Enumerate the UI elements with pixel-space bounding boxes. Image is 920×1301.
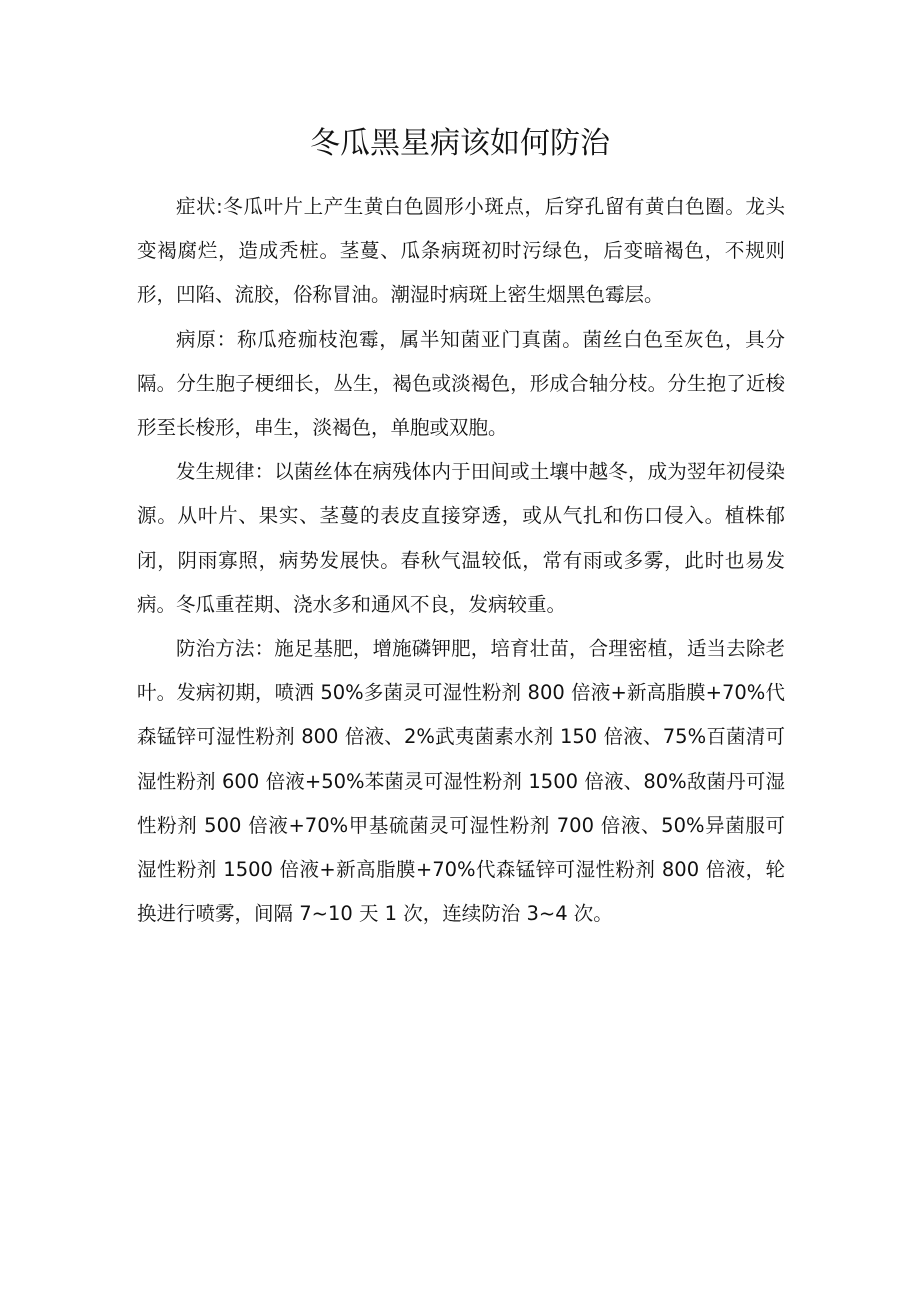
document-body — [137, 185, 785, 936]
paragraph-pathogen: 病原：称瓜疮痂枝泡霉，属半知菌亚门真菌。菌丝白色至灰色，具分隔。分生胞子梗细长，丛生，褐色或淡褐色，形成合轴分枝。分生抱了近梭形至长梭形，串生，淡褐色，单胞或双胞。 — [137, 327, 785, 440]
paragraph-control-methods: 防治方法：施足基肥，增施磷钾肥，培育壮苗，合理密植，适当去除老叶。发病初期，喷洒 50%多菌灵可湿性粉剂 800 倍液+新高脂膜+70%代森锰锌可湿性粉剂 800 倍液、2%武夷菌素水剂 150 倍液、75%百菌清可湿性粉剂 600 倍液+50%苯菌灵可湿性粉剂 1500 倍液、80%敌菌丹可湿性粉剂 500 倍液+70%甲基硫菌灵可湿性粉剂 700 倍液、50%异菌服可湿性粉剂 1500 倍液+新高脂膜+70%代森锰锌可湿性粉剂 800 倍液，轮换进行喷雾，间隔 7~10 天 1 次，连续防治 3~4 次。 — [137, 637, 785, 926]
document-title: 冬瓜黑星病该如何防治 — [310, 126, 610, 161]
paragraph-occurrence-pattern: 发生规律：以菌丝体在病残体内于田间或土壤中越冬，成为翌年初侵染源。从叶片、果实、茎蔓的表皮直接穿透，或从气扎和伤口侵入。植株郁闭，阴雨寡照，病势发展快。春秋气温较低，常有雨或多雾，此时也易发病。冬瓜重茬期、浇水多和通风不良，发病较重。 — [137, 460, 785, 616]
paragraph-symptoms: 症状:冬瓜叶片上产生黄白色圆形小斑点，后穿孔留有黄白色圈。龙头变褐腐烂，造成秃桩。茎蔓、瓜条病斑初时污绿色，后变暗褐色，不规则形，凹陷、流胶，俗称冒油。潮湿时病斑上密生烟黑色霉层。 — [137, 195, 785, 307]
